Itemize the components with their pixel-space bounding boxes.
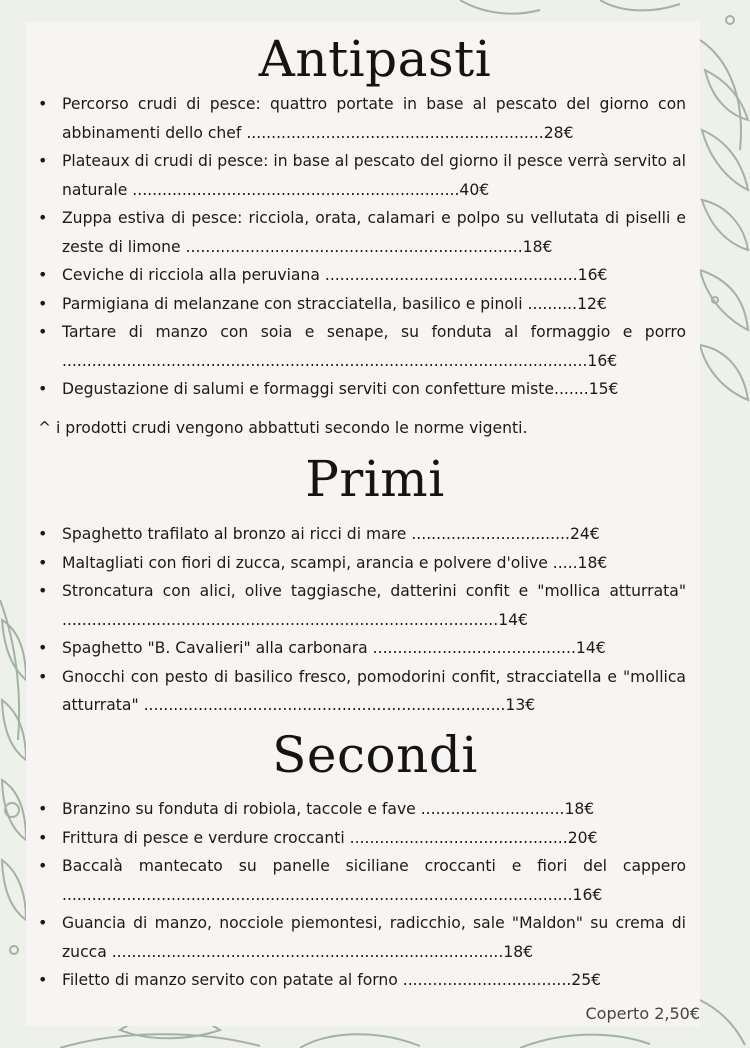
cover-charge: Coperto 2,50€ [585,1004,700,1023]
list-item: • Tartare di manzo con soia e senape, su fonduta al formaggio e porro ..........................................................................................................16€ [38,318,686,375]
list-item: • Percorso crudi di pesce: quattro portate in base al pescato del giorno con abbinamenti dello chef ............................................................28€ [38,90,686,147]
list-item: • Baccalà mantecato su panelle siciliane croccanti e fiori del cappero .......................................................................................................16€ [38,852,686,909]
primi-list [38,520,686,720]
list-item: • Maltagliati con fiori di zucca, scampi, arancia e polvere d'olive .....18€ [38,549,686,578]
list-item: • Filetto di manzo servito con patate al forno ..................................25€ [38,966,686,995]
list-item: • Gnocchi con pesto di basilico fresco, pomodorini confit, stracciatella e "mollica atturrata" .........................................................................13€ [38,663,686,720]
list-item: • Zuppa estiva di pesce: ricciola, orata, calamari e polpo su vellutata di piselli e zeste di limone ....................................................................18€ [38,204,686,261]
list-item: • Guancia di manzo, nocciole piemontesi, radicchio, sale "Maldon" su crema di zucca ...............................................................................18€ [38,909,686,966]
list-item: • Spaghetto "B. Cavalieri" alla carbonara .........................................14€ [38,634,686,663]
section-title-antipasti: Antipasti [258,30,492,88]
secondi-list [38,795,686,995]
list-item: • Plateaux di crudi di pesce: in base al pescato del giorno il pesce verrà servito al naturale ..................................................................40€ [38,147,686,204]
list-item: • Stroncatura con alici, olive taggiasche, datterini confit e "mollica atturrata" ........................................................................................14€ [38,577,686,634]
list-item: • Parmigiana di melanzane con stracciatella, basilico e pinoli ..........12€ [38,290,686,319]
antipasti-list [38,90,686,404]
list-item: • Spaghetto trafilato al bronzo ai ricci di mare ................................24€ [38,520,686,549]
section-title-secondi: Secondi [272,726,478,784]
list-item: • Branzino su fonduta di robiola, taccole e fave .............................18€ [38,795,686,824]
list-item: • Frittura di pesce e verdure croccanti ............................................20€ [38,824,686,853]
list-item: • Degustazione di salumi e formaggi serviti con confetture miste.......15€ [38,375,686,404]
raw-products-note: ^ i prodotti crudi vengono abbattuti secondo le norme vigenti. [38,419,528,437]
section-title-primi: Primi [305,450,445,508]
list-item: • Ceviche di ricciola alla peruviana ...................................................16€ [38,261,686,290]
